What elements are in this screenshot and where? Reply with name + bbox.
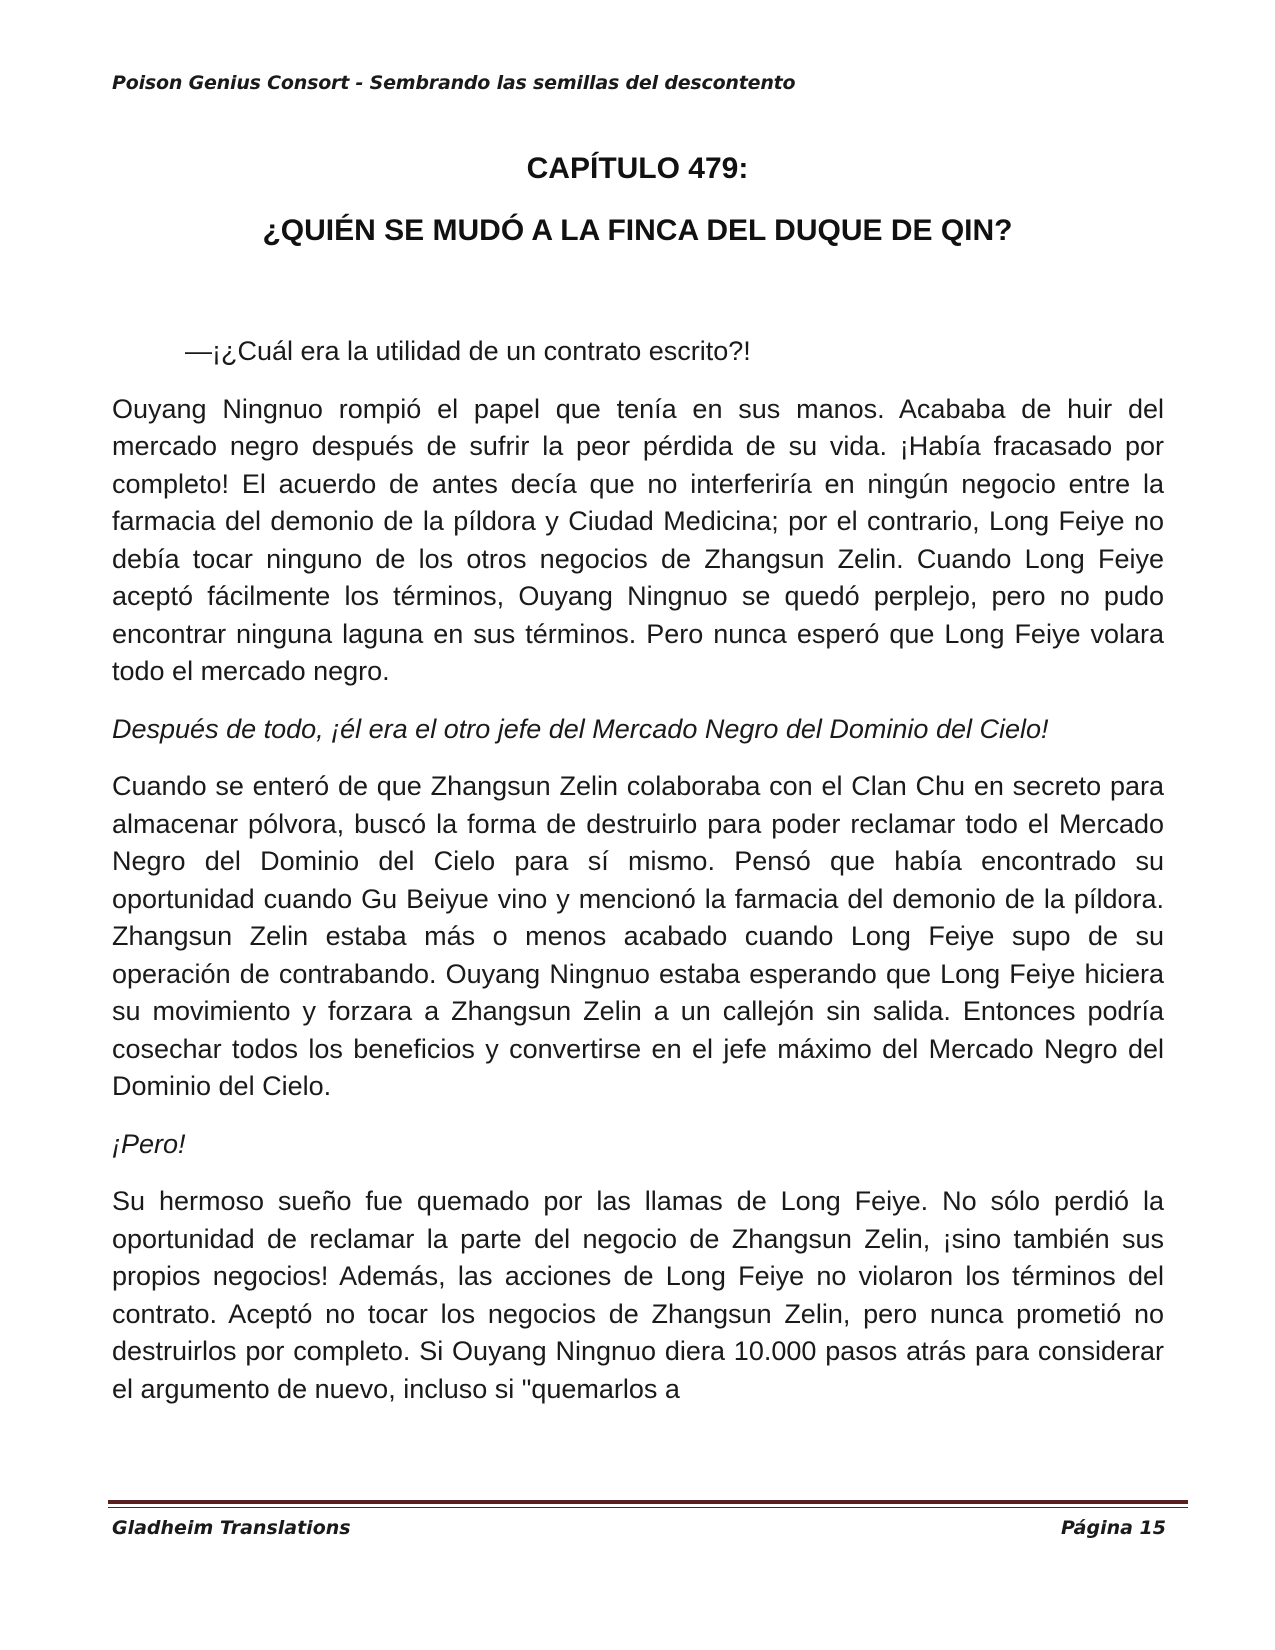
italic-paragraph: ¡Pero! bbox=[112, 1128, 186, 1159]
body-text bbox=[112, 333, 1164, 1428]
chapter-number: CAPÍTULO 479: bbox=[526, 152, 749, 185]
italic-paragraph: Después de todo, ¡él era el otro jefe del Mercado Negro del Dominio del Cielo! bbox=[112, 713, 1049, 744]
body-paragraph: Ouyang Ningnuo rompió el papel que tenía en sus manos. Acababa de huir del mercado negro después de sufrir la peor pérdida de su vida. ¡Había fracasado por completo! El acuerdo de antes decía que no interferiría en ningún negocio entre la farmacia del demonio de la píldora y Ciudad Medicina; por el contrario, Long Feiye no debía tocar ninguno de los otros negocios de Zhangsun Zelin. Cuando Long Feiye aceptó fácilmente los términos, Ouyang Ningnuo se quedó perplejo, pero no pudo encontrar ninguna laguna en sus términos. Pero nunca esperó que Long Feiye volara todo el mercado negro. bbox=[112, 393, 1164, 686]
dialogue-paragraph: —¡¿Cuál era la utilidad de un contrato escrito?! bbox=[185, 336, 751, 366]
chapter-title: ¿QUIÉN SE MUDÓ A LA FINCA DEL DUQUE DE QIN? bbox=[262, 214, 1013, 247]
footer-rule bbox=[108, 1500, 1188, 1504]
page-number: Página 15 bbox=[1060, 1517, 1166, 1539]
footer-rule-thin bbox=[108, 1507, 1188, 1508]
running-header: Poison Genius Consort - Sembrando las semillas del descontento bbox=[112, 72, 796, 94]
body-paragraph: Cuando se enteró de que Zhangsun Zelin colaboraba con el Clan Chu en secreto para almacenar pólvora, buscó la forma de destruirlo para poder reclamar todo el Mercado Negro del Dominio del Cielo para sí mismo. Pensó que había encontrado su oportunidad cuando Gu Beiyue vino y mencionó la farmacia del demonio de la píldora. Zhangsun Zelin estaba más o menos acabado cuando Long Feiye supo de su operación de contrabando. Ouyang Ningnuo estaba esperando que Long Feiye hiciera su movimiento y forzara a Zhangsun Zelin a un callejón sin salida. Entonces podría cosechar todos los beneficios y convertirse en el jefe máximo del Mercado Negro del Dominio del Cielo. bbox=[112, 771, 1164, 1101]
body-paragraph: Su hermoso sueño fue quemado por las llamas de Long Feiye. No sólo perdió la oportunidad de reclamar la parte del negocio de Zhangsun Zelin, ¡sino también sus propios negocios! Además, las acciones de Long Feiye no violaron los términos del contrato. Aceptó no tocar los negocios de Zhangsun Zelin, pero nunca prometió no destruirlos por completo. Si Ouyang Ningnuo diera 10.000 pasos atrás para considerar el argumento de nuevo, incluso si "quemarlos a bbox=[112, 1186, 1164, 1404]
footer-publisher: Gladheim Translations bbox=[112, 1517, 351, 1539]
